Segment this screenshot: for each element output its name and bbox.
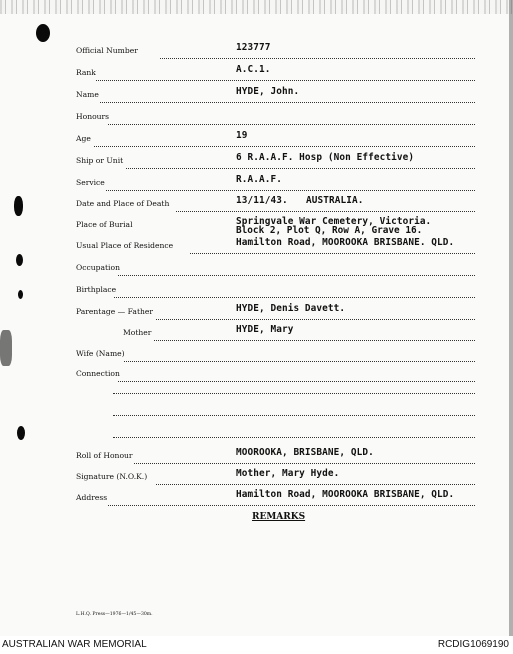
row-birthplace: [0, 285, 513, 299]
connection-line: [113, 393, 475, 394]
row-address: [0, 489, 513, 507]
label-name: Name: [76, 90, 99, 99]
value-mother: HYDE, Mary: [236, 324, 294, 335]
value-address: Hamilton Road, MOOROOKA BRISBANE, QLD.: [236, 489, 455, 500]
punch-hole-bottom: [17, 426, 25, 440]
value-official-number: 123777: [236, 42, 271, 53]
label-service: Service: [76, 178, 105, 187]
label-wife: Wife (Name): [76, 349, 125, 358]
value-roll-of-honour: MOOROOKA, BRISBANE, QLD.: [236, 447, 374, 458]
row-name: [0, 86, 513, 104]
archive-footer: [0, 636, 513, 654]
row-rank: [0, 64, 513, 82]
row-age: [0, 130, 513, 148]
punch-hole-top: [36, 24, 50, 42]
row-honours: [0, 112, 513, 126]
connection-line: [113, 415, 475, 416]
form-print-code: L.H.Q. Press—1976—1/45—30m.: [76, 612, 153, 617]
label-connection: Connection: [76, 369, 120, 378]
label-age: Age: [76, 134, 91, 143]
value-father: HYDE, Denis Davett.: [236, 303, 346, 314]
row-roll-of-honour: [0, 447, 513, 465]
value-rank: A.C.1.: [236, 64, 271, 75]
row-service: [0, 174, 513, 192]
scan-edge-noise: [0, 0, 513, 14]
value-place-of-death: AUSTRALIA.: [306, 195, 364, 206]
label-usual-residence: Usual Place of Residence: [76, 241, 174, 250]
label-address: Address: [76, 493, 108, 502]
label-occupation: Occupation: [76, 263, 120, 272]
label-ship-or-unit: Ship or Unit: [76, 156, 124, 165]
row-ship-or-unit: [0, 152, 513, 170]
value-age: 19: [236, 130, 248, 141]
row-wife: [0, 349, 513, 363]
value-name: HYDE, John.: [236, 86, 300, 97]
row-father: [0, 303, 513, 321]
remarks-heading: REMARKS: [252, 512, 306, 522]
value-ship-or-unit: 6 R.A.A.F. Hosp (Non Effective): [236, 152, 415, 163]
value-usual-residence: Hamilton Road, MOOROOKA BRISBANE. QLD.: [236, 237, 455, 248]
connection-line: [113, 437, 475, 438]
label-place-of-burial: Place of Burial: [76, 220, 133, 229]
label-rank: Rank: [76, 68, 96, 77]
label-date-place-death: Date and Place of Death: [76, 199, 170, 208]
value-place-of-burial: Springvale War Cemetery, Victoria.: [236, 216, 432, 227]
row-connection: [0, 369, 513, 383]
value-place-of-burial-line2: Block 2, Plot Q, Row A, Grave 16.: [236, 225, 423, 236]
label-father: Parentage — Father: [76, 307, 154, 316]
label-honours: Honours: [76, 112, 110, 121]
label-birthplace: Birthplace: [76, 285, 117, 294]
value-service: R.A.A.F.: [236, 174, 282, 185]
value-date-of-death: 13/11/43.: [236, 195, 288, 206]
label-signature: Signature (N.O.K.): [76, 472, 148, 481]
label-mother: Mother: [123, 328, 152, 337]
row-usual-residence: [0, 237, 513, 255]
label-official-number: Official Number: [76, 46, 138, 55]
row-place-of-burial: [0, 216, 513, 236]
value-signature: Mother, Mary Hyde.: [236, 468, 340, 479]
row-occupation: [0, 263, 513, 277]
label-roll-of-honour: Roll of Honour: [76, 451, 133, 460]
footer-record-id: RCDIG1069190: [437, 639, 509, 650]
row-date-place-death: [0, 195, 513, 213]
row-signature: [0, 468, 513, 486]
row-official-number: [0, 42, 513, 60]
row-mother: [0, 324, 513, 342]
footer-institution: AUSTRALIAN WAR MEMORIAL: [2, 639, 147, 650]
